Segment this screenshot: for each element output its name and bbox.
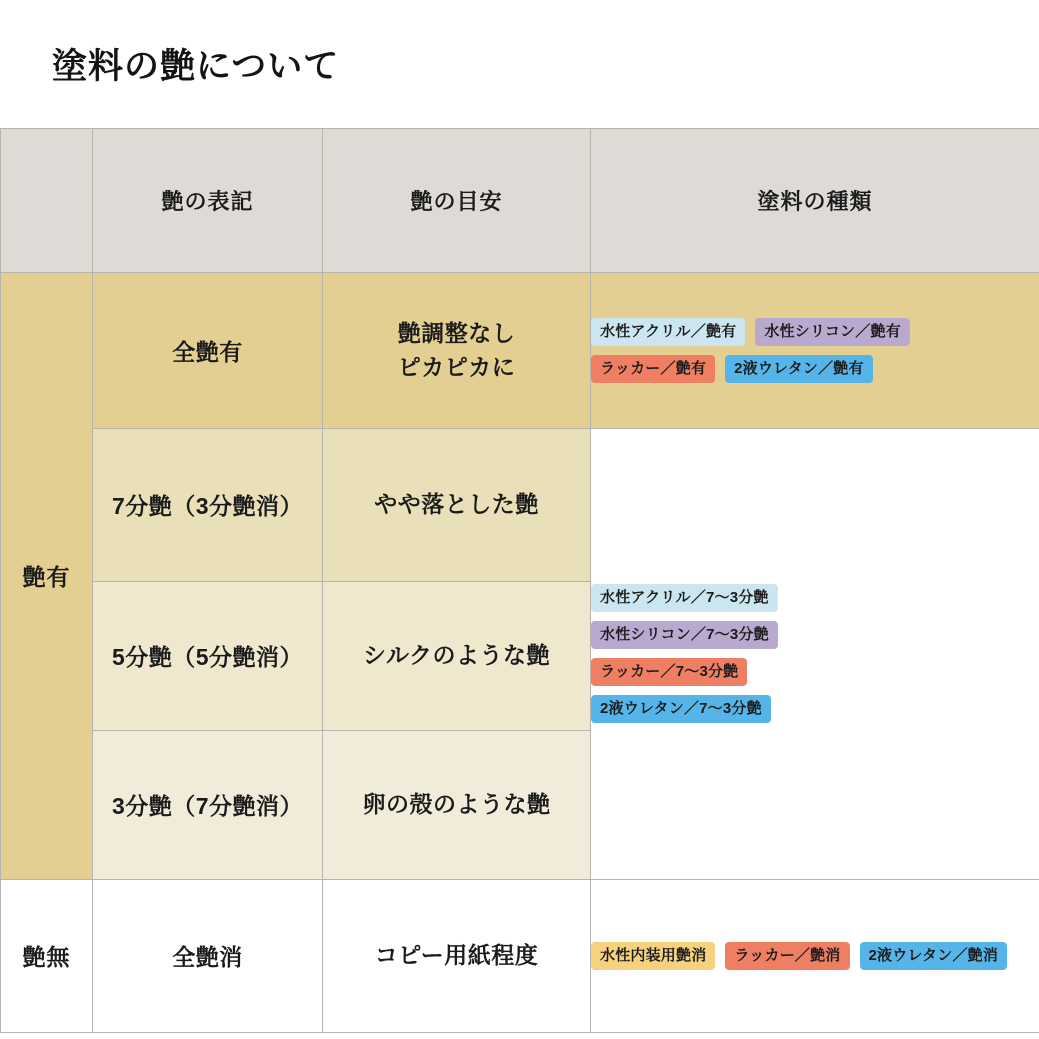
table-header-row bbox=[1, 128, 1039, 272]
paint-tag: 水性アクリル／艶有 bbox=[591, 318, 745, 346]
paint-tag: 2液ウレタン／7〜3分艶 bbox=[591, 695, 771, 723]
guide-cell bbox=[323, 272, 591, 428]
paint-types-cell bbox=[591, 272, 1039, 428]
table-body bbox=[1, 272, 1039, 1032]
paint-tag: 水性内装用艶消 bbox=[591, 942, 715, 970]
guide-line-1: 艶調整なし bbox=[397, 319, 516, 346]
guide-cell: シルクのような艶 bbox=[323, 581, 591, 730]
paint-tag: 水性シリコン／7〜3分艶 bbox=[591, 621, 778, 649]
paint-tag: ラッカー／艶消 bbox=[725, 942, 849, 970]
header-paint-types: 塗料の種類 bbox=[591, 128, 1039, 272]
paint-types-cell bbox=[591, 428, 1039, 879]
table-row bbox=[1, 272, 1039, 428]
notation-cell: 3分艶（7分艶消） bbox=[93, 730, 323, 879]
guide-cell: コピー用紙程度 bbox=[323, 879, 591, 1032]
guide-line-2: ピカピカに bbox=[397, 354, 516, 380]
paint-tag: ラッカー／艶有 bbox=[591, 355, 715, 383]
guide-cell: 卵の殻のような艶 bbox=[323, 730, 591, 879]
paint-tag: ラッカー／7〜3分艶 bbox=[591, 658, 747, 686]
tag-list bbox=[591, 942, 1021, 970]
table-header bbox=[1, 128, 1039, 272]
paint-tag: 2液ウレタン／艶消 bbox=[860, 942, 1008, 970]
group-label-gloss: 艶有 bbox=[1, 272, 93, 879]
notation-cell: 7分艶（3分艶消） bbox=[93, 428, 323, 581]
header-blank bbox=[1, 128, 93, 272]
table-row bbox=[1, 879, 1039, 1032]
guide-cell: やや落とした艶 bbox=[323, 428, 591, 581]
header-notation: 艶の表記 bbox=[93, 128, 323, 272]
paint-types-cell bbox=[591, 879, 1039, 1032]
notation-cell: 全艶消 bbox=[93, 879, 323, 1032]
notation-cell: 5分艶（5分艶消） bbox=[93, 581, 323, 730]
tag-list bbox=[591, 584, 1021, 723]
gloss-table bbox=[0, 128, 1039, 1033]
paint-tag: 2液ウレタン／艶有 bbox=[725, 355, 873, 383]
paint-tag: 水性アクリル／7〜3分艶 bbox=[591, 584, 778, 612]
table-row bbox=[1, 428, 1039, 581]
page-title: 塗料の艶について bbox=[52, 47, 340, 86]
group-label-matte: 艶無 bbox=[1, 879, 93, 1032]
paint-tag: 水性シリコン／艶有 bbox=[755, 318, 910, 346]
notation-cell: 全艶有 bbox=[93, 272, 323, 428]
tag-list bbox=[591, 318, 1021, 383]
header-guide: 艶の目安 bbox=[323, 128, 591, 272]
